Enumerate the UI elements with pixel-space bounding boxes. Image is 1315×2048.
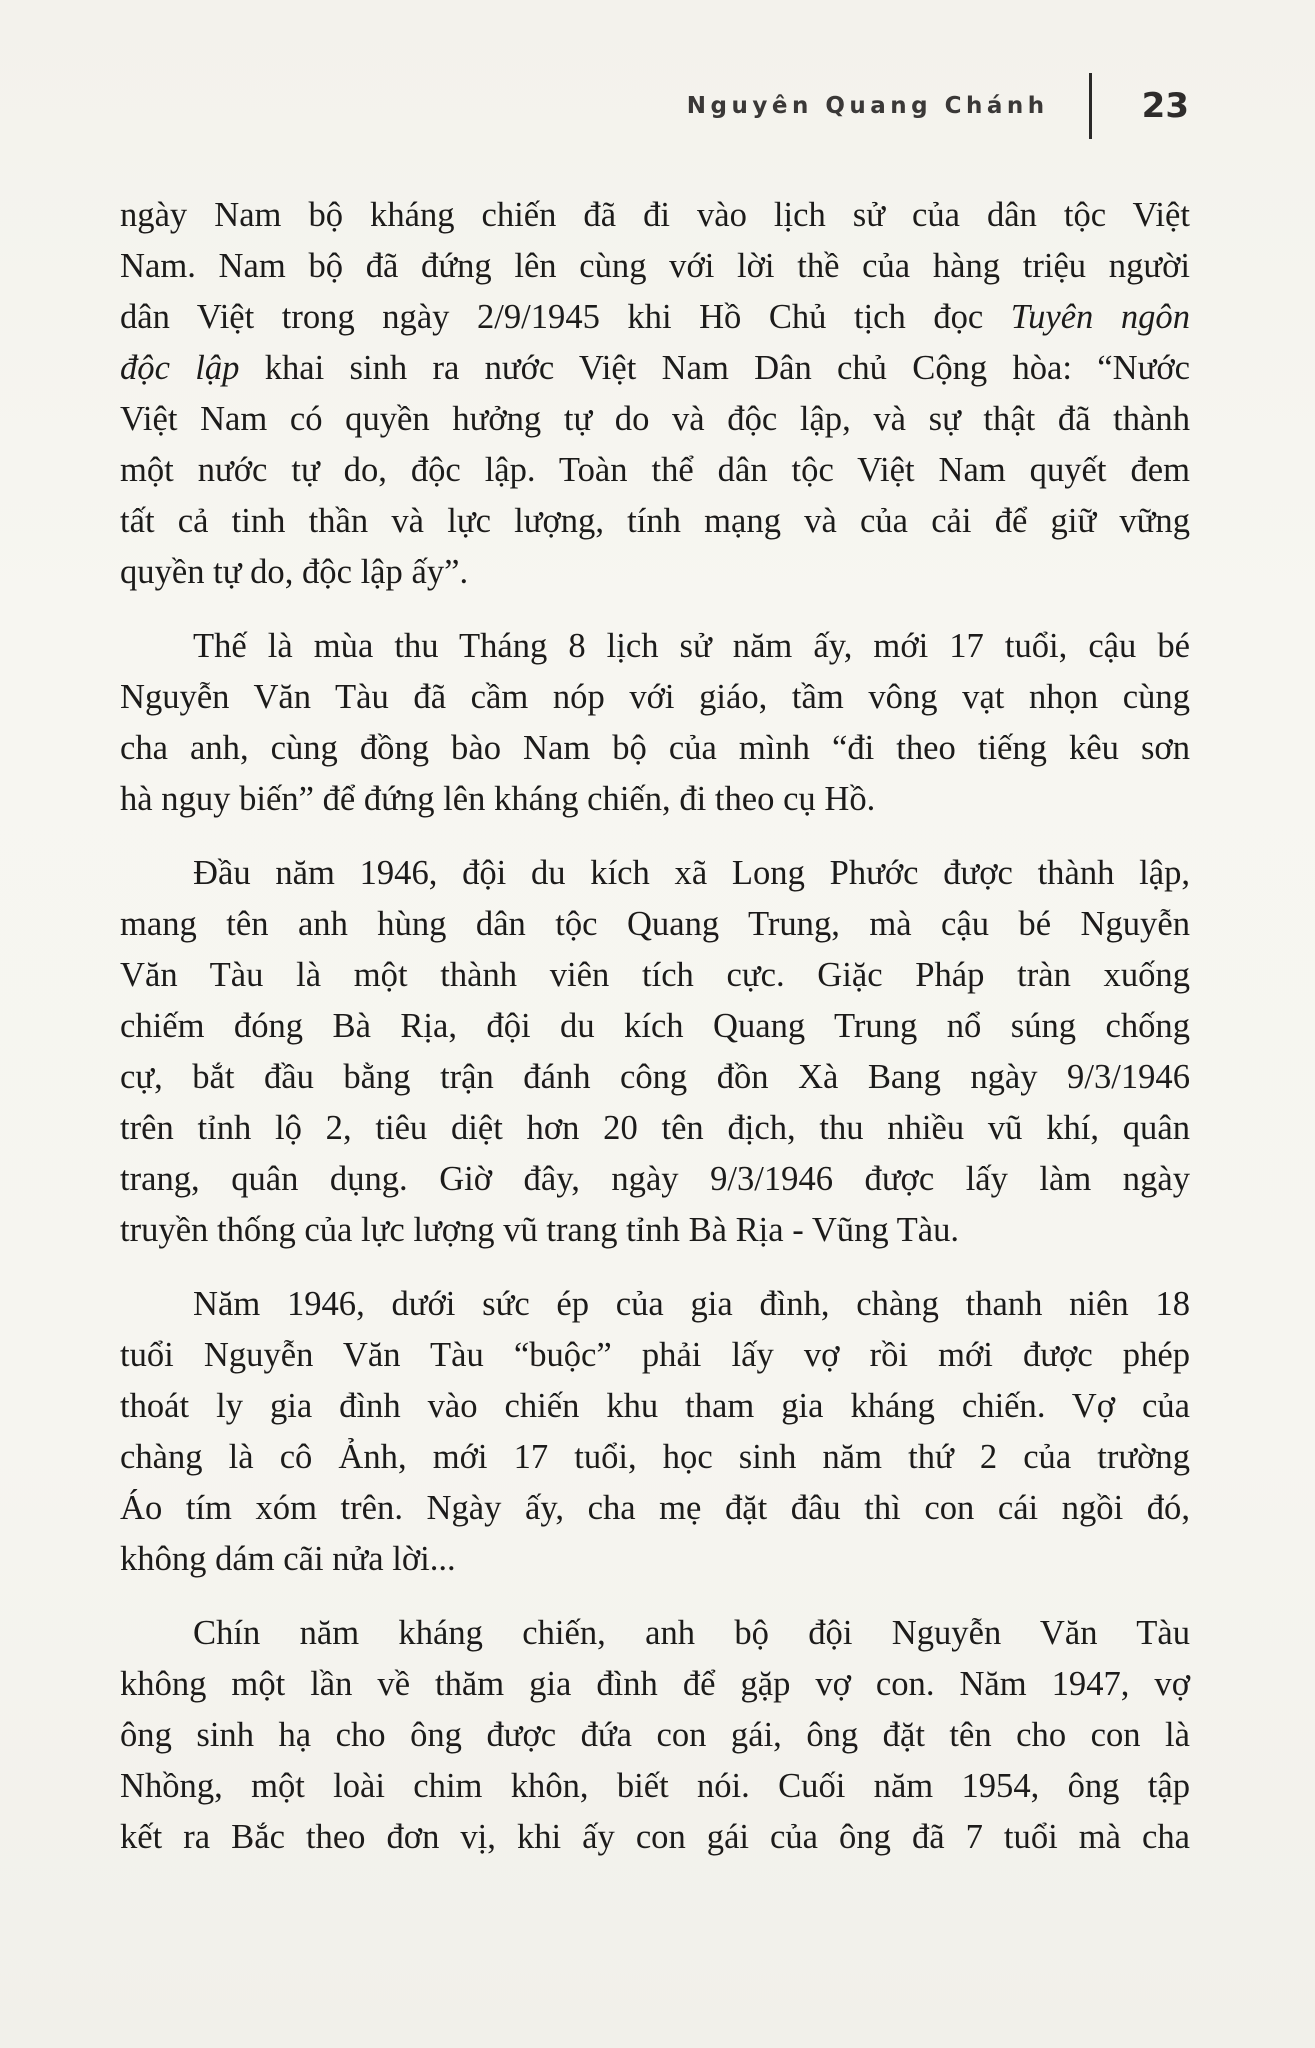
text-line: mang tên anh hùng dân tộc Quang Trung, mà cậu bé Nguyễn xyxy=(120,905,1190,943)
text-line: quyền tự do, độc lập ấy”. xyxy=(120,553,469,591)
page-header xyxy=(687,72,1189,140)
text-line: truyền thống của lực lượng vũ trang tỉnh Bà Rịa - Vũng Tàu. xyxy=(120,1211,960,1249)
text-line: kết ra Bắc theo đơn vị, khi ấy con gái của ông đã 7 tuổi mà cha xyxy=(120,1818,1190,1856)
text-line: độc lập khai sinh ra nước Việt Nam Dân chủ Cộng hòa: “Nước xyxy=(120,349,1190,387)
text-line: cha anh, cùng đồng bào Nam bộ của mình “đi theo tiếng kêu sơn xyxy=(120,729,1190,767)
running-title: Nguyên Quang Chánh xyxy=(686,93,1049,119)
text-line: trang, quân dụng. Giờ đây, ngày 9/3/1946 được lấy làm ngày xyxy=(120,1160,1190,1198)
text-line: không một lần về thăm gia đình để gặp vợ con. Năm 1947, vợ xyxy=(120,1665,1190,1703)
text-line: Năm 1946, dưới sức ép của gia đình, chàng thanh niên 18 xyxy=(193,1285,1190,1323)
paragraph-2 xyxy=(120,621,1190,825)
text-line: Văn Tàu là một thành viên tích cực. Giặc Pháp tràn xuống xyxy=(120,956,1190,994)
text-line: chiếm đóng Bà Rịa, đội du kích Quang Trung nổ súng chống xyxy=(120,1007,1190,1045)
text-line: dân Việt trong ngày 2/9/1945 khi Hồ Chủ tịch đọc Tuyên ngôn xyxy=(120,298,1190,336)
text-line: cự, bắt đầu bằng trận đánh công đồn Xà Bang ngày 9/3/1946 xyxy=(120,1058,1190,1096)
body-text xyxy=(120,190,1190,1863)
text-line: Chín năm kháng chiến, anh bộ đội Nguyễn Văn Tàu xyxy=(193,1614,1190,1652)
text-line: Áo tím xóm trên. Ngày ấy, cha mẹ đặt đâu thì con cái ngồi đó, xyxy=(120,1489,1190,1527)
text-line: Nguyễn Văn Tàu đã cầm nóp với giáo, tầm vông vạt nhọn cùng xyxy=(120,678,1190,716)
paragraph-5 xyxy=(120,1608,1190,1863)
text-line: không dám cãi nửa lời... xyxy=(120,1540,456,1578)
italic-title: Tuyên ngôn xyxy=(1010,298,1190,336)
text-line: trên tỉnh lộ 2, tiêu diệt hơn 20 tên địch, thu nhiều vũ khí, quân xyxy=(120,1109,1190,1147)
text-line: Nam. Nam bộ đã đứng lên cùng với lời thề của hàng triệu người xyxy=(120,247,1190,285)
text-line: một nước tự do, độc lập. Toàn thể dân tộc Việt Nam quyết đem xyxy=(120,451,1190,489)
page-number: 23 xyxy=(1141,86,1189,126)
text-line: ngày Nam bộ kháng chiến đã đi vào lịch sử của dân tộc Việt xyxy=(120,196,1190,234)
italic-title: độc lập xyxy=(120,349,240,387)
text-line: Đầu năm 1946, đội du kích xã Long Phước được thành lập, xyxy=(193,854,1190,892)
text-line: tuổi Nguyễn Văn Tàu “buộc” phải lấy vợ rồi mới được phép xyxy=(120,1336,1190,1374)
header-divider xyxy=(1089,73,1092,139)
text-line: hà nguy biến” để đứng lên kháng chiến, đi theo cụ Hồ. xyxy=(120,780,876,818)
paragraph-1 xyxy=(120,190,1190,598)
text-line: Việt Nam có quyền hưởng tự do và độc lập, và sự thật đã thành xyxy=(120,400,1190,438)
text-line: Nhồng, một loài chim khôn, biết nói. Cuối năm 1954, ông tập xyxy=(120,1767,1190,1805)
text-line: ông sinh hạ cho ông được đứa con gái, ông đặt tên cho con là xyxy=(120,1716,1190,1754)
text-line: tất cả tinh thần và lực lượng, tính mạng và của cải để giữ vững xyxy=(120,502,1190,540)
text-line: Thế là mùa thu Tháng 8 lịch sử năm ấy, mới 17 tuổi, cậu bé xyxy=(193,627,1190,665)
paragraph-3 xyxy=(120,848,1190,1256)
text-line: thoát ly gia đình vào chiến khu tham gia kháng chiến. Vợ của xyxy=(120,1387,1190,1425)
paragraph-4 xyxy=(120,1279,1190,1585)
text-line: chàng là cô Ảnh, mới 17 tuổi, học sinh năm thứ 2 của trường xyxy=(120,1438,1190,1476)
